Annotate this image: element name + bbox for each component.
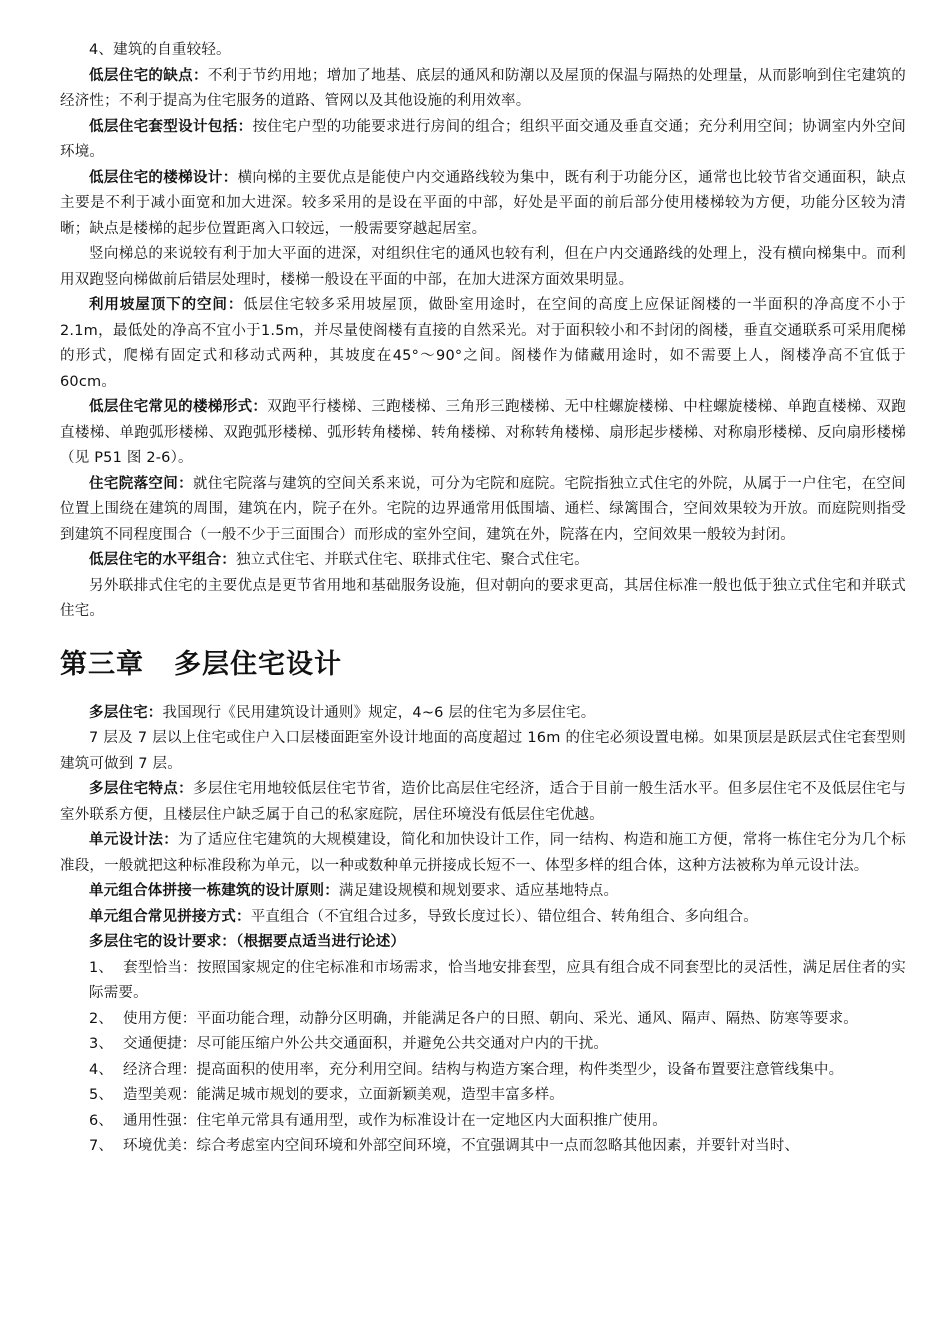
paragraph-low-rise-disadvantages: 低层住宅的缺点：不利于节约用地；增加了地基、底层的通风和防潮以及屋顶的保温与隔热的处理量，从而影响到住宅建筑的经济性；不利于提高为住宅服务的道路、管网以及其他设施的利用效率。 xyxy=(60,67,906,109)
paragraph-design-requirements-heading: 多层住宅的设计要求：（根据要点适当进行论述） xyxy=(89,934,406,950)
paragraph-vertical-stair: 竖向梯总的来说较有利于加大平面的进深，对组织住宅的通风也较有利，但在户内交通路线的处理上，没有横向梯集中。而利用双跑竖向梯做前后错层处理时，楼梯一般设在平面的中部，在加大进深方面效果明显。 xyxy=(60,246,906,288)
paragraph-assembly-principles: 单元组合体拼接一栋建筑的设计原则：满足建设规模和规划要求、适应基地特点。 xyxy=(89,883,619,899)
chapter-heading xyxy=(60,645,906,685)
paragraph-stair-forms: 低层住宅常见的楼梯形式：双跑平行楼梯、三跑楼梯、三角形三跑楼梯、无中柱螺旋楼梯、中柱螺旋楼梯、单跑直楼梯、双跑直楼梯、单跑弧形楼梯、双跑弧形楼梯、弧形转角楼梯、转角楼梯、对称转角楼梯、扇形起步楼梯、对称扇形楼梯、反向扇形楼梯（见 P51 图 2-6）。 xyxy=(60,399,906,466)
document-page xyxy=(60,38,906,1160)
paragraph-unit-design: 低层住宅套型设计包括：按住宅户型的功能要求进行房间的组合；组织平面交通及垂直交通；充分利用空间；协调室内外空间环境。 xyxy=(60,118,907,160)
paragraph-assembly-methods: 单元组合常见拼接方式：平直组合（不宜组合过多，导致长度过长）、错位组合、转角组合、多向组合。 xyxy=(89,908,758,925)
list-item: 2、 使用方便：平面功能合理，动静分区明确，并能满足各户的日照、朝向、采光、通风、隔声、隔热、防寒等要求。 xyxy=(89,1010,858,1027)
list-item: 4、 经济合理：提高面积的使用率，充分利用空间。结构与构造方案合理，构件类型少，设备布置要注意管线集中。 xyxy=(89,1061,844,1078)
section-multi-story xyxy=(60,701,906,1160)
paragraph-stair-design: 低层住宅的楼梯设计：横向梯的主要优点是能使户内交通路线较为集中，既有利于功能分区，通常也比较节省交通面积，缺点主要是不利于减小面宽和加大进深。较多采用的是设在平面的中部，好处是平面的前后部分使用楼梯较为方便，功能分区较为清晰；缺点是楼梯的起步位置距离入口较远，一般需要穿越起居室。 xyxy=(60,169,906,237)
list-item: 1、 套型恰当：按照国家规定的住宅标准和市场需求，恰当地安排套型，应具有组合成不同套型比的灵活性，满足居住者的实际需要。 xyxy=(89,959,906,1001)
section-low-rise xyxy=(60,38,906,625)
paragraph-multi-story-features: 多层住宅特点：多层住宅用地较低层住宅节省，造价比高层住宅经济，适合于目前一般生活水平。但多层住宅不及低层住宅与室外联系方便，且楼层住户缺乏属于自己的私家庭院，居住环境没有低层住宅优越。 xyxy=(60,781,906,823)
paragraph-row-house-advantages: 另外联排式住宅的主要优点是更节省用地和基础服务设施，但对朝向的要求更高，其居住标准一般也低于独立式住宅和并联式住宅。 xyxy=(60,577,906,619)
paragraph-self-weight: 4、建筑的自重较轻。 xyxy=(89,42,231,58)
list-item: 6、 通用性强：住宅单元常具有通用型，或作为标准设计在一定地区内大面积推广使用。 xyxy=(89,1112,667,1129)
paragraph-elevator-requirement: 7 层及 7 层以上住宅或住户入口层楼面距室外设计地面的高度超过 16m 的住宅必须设置电梯。如果顶层是跃层式住宅套型则建筑可做到 7 层。 xyxy=(60,730,906,772)
paragraph-unit-design-method: 单元设计法：为了适应住宅建筑的大规模建设，简化和加快设计工作，同一结构、构造和施工方便，常将一栋住宅分为几个标准段，一般就把这种标准段称为单元，以一种或数种单元拼接成长短不一、体型多样的组合体，这种方法被称为单元设计法。 xyxy=(60,832,907,874)
chapter-title: 多层住宅设计 xyxy=(174,648,342,680)
requirements-list xyxy=(60,956,906,1160)
list-item: 5、 造型美观：能满足城市规划的要求，立面新颖美观，造型丰富多样。 xyxy=(89,1087,564,1103)
paragraph-sloped-roof-space: 利用坡屋顶下的空间：低层住宅较多采用坡屋顶，做卧室用途时，在空间的高度上应保证阁楼的一半面积的净高度不小于 2.1m，最低处的净高不宜小于1.5m，并尽量使阁楼有直接的自然采光。对于面积较小和不封闭的阁楼，垂直交通联系可采用爬梯的形式，爬梯有固定式和移动式两种，其坡度在45°～90°之间。阁楼作为储藏用途时，如不需要上人，阁楼净高不宜低于 60cm。 xyxy=(60,297,906,390)
list-item: 3、 交通便捷：尽可能压缩户外公共交通面积，并避免公共交通对户内的干扰。 xyxy=(89,1036,609,1052)
paragraph-courtyard-space: 住宅院落空间：就住宅院落与建筑的空间关系来说，可分为宅院和庭院。宅院指独立式住宅的外院，从属于一户住宅，在空间位置上围绕在建筑的周围，建筑在内，院子在外。宅院的边界通常用低围墙、通栏、绿篱围合，空间效果较为开放。而庭院则指受到建筑不同程度围合（一般不少于三面围合）而形成的室外空间，建筑在外，院落在内，空间效果一般较为封闭。 xyxy=(60,475,906,543)
chapter-number: 第三章 xyxy=(60,648,144,680)
paragraph-horizontal-combination: 低层住宅的水平组合：独立式住宅、并联式住宅、联排式住宅、聚合式住宅。 xyxy=(89,552,589,568)
paragraph-multi-story-definition: 多层住宅：我国现行《民用建筑设计通则》规定，4~6 层的住宅为多层住宅。 xyxy=(89,704,596,721)
list-item: 7、 环境优美：综合考虑室内空间环境和外部空间环境，不宜强调其中一点而忽略其他因素，并要针对当时、 xyxy=(89,1138,800,1154)
